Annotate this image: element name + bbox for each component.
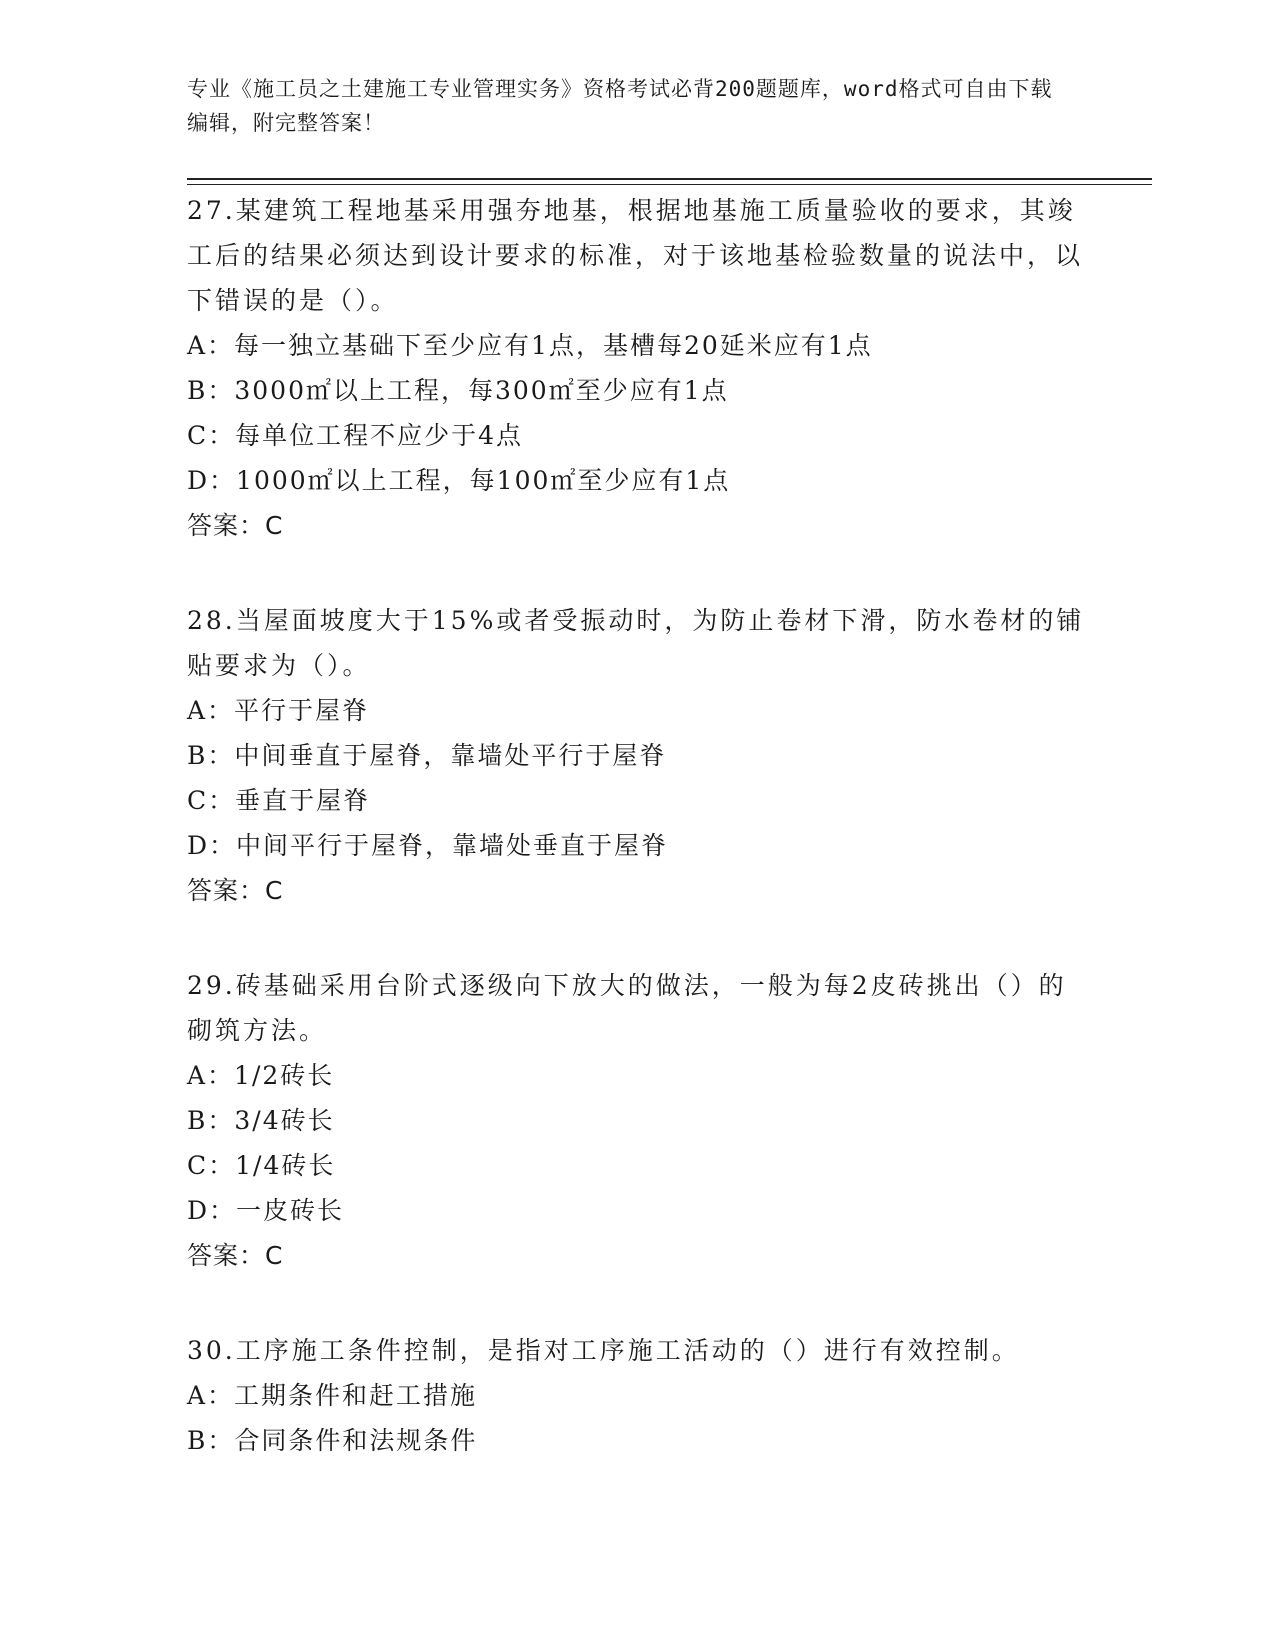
question-28 [187,598,1087,913]
document-header: 专业《施工员之土建施工专业管理实务》资格考试必背200题题库，word格式可自由下载编辑，附完整答案！ [187,77,1053,135]
option-d: D：1000㎡以上工程，每100㎡至少应有1点 [187,466,731,495]
answer: 答案：C [187,1241,284,1270]
option-b: B：中间垂直于屋脊，靠墙处平行于屋脊 [187,741,667,770]
question-stem: 27.某建筑工程地基采用强夯地基，根据地基施工质量验收的要求，其竣工后的结果必须达到设计要求的标准，对于该地基检验数量的说法中，以下错误的是（）。 [187,196,1084,315]
question-29 [187,963,1087,1278]
option-a: A：工期条件和赶工措施 [187,1381,478,1410]
question-30 [187,1328,1087,1463]
option-a: A：1/2砖长 [187,1061,335,1090]
question-27 [187,188,1087,548]
option-b: B：3000㎡以上工程，每300㎡至少应有1点 [187,376,729,405]
option-c: C：1/4砖长 [187,1151,336,1180]
option-b: B：3/4砖长 [187,1106,335,1135]
option-c: C：每单位工程不应少于4点 [187,421,524,450]
option-d: D：一皮砖长 [187,1196,345,1225]
answer: 答案：C [187,511,284,540]
option-c: C：垂直于屋脊 [187,786,371,815]
option-a: A：平行于屋脊 [187,696,370,725]
question-stem: 29.砖基础采用台阶式逐级向下放大的做法，一般为每2皮砖挑出（）的砌筑方法。 [187,971,1067,1045]
option-b: B：合同条件和法规条件 [187,1426,478,1455]
answer: 答案：C [187,876,284,905]
header-divider [187,178,1152,185]
question-stem: 30.工序施工条件控制，是指对工序施工活动的（）进行有效控制。 [187,1336,1020,1365]
question-list [187,188,1087,1513]
question-stem: 28.当屋面坡度大于15%或者受振动时，为防止卷材下滑，防水卷材的铺贴要求为（）。 [187,606,1085,680]
option-a: A：每一独立基础下至少应有1点，基槽每20延米应有1点 [187,331,873,360]
option-d: D：中间平行于屋脊，靠墙处垂直于屋脊 [187,831,669,860]
